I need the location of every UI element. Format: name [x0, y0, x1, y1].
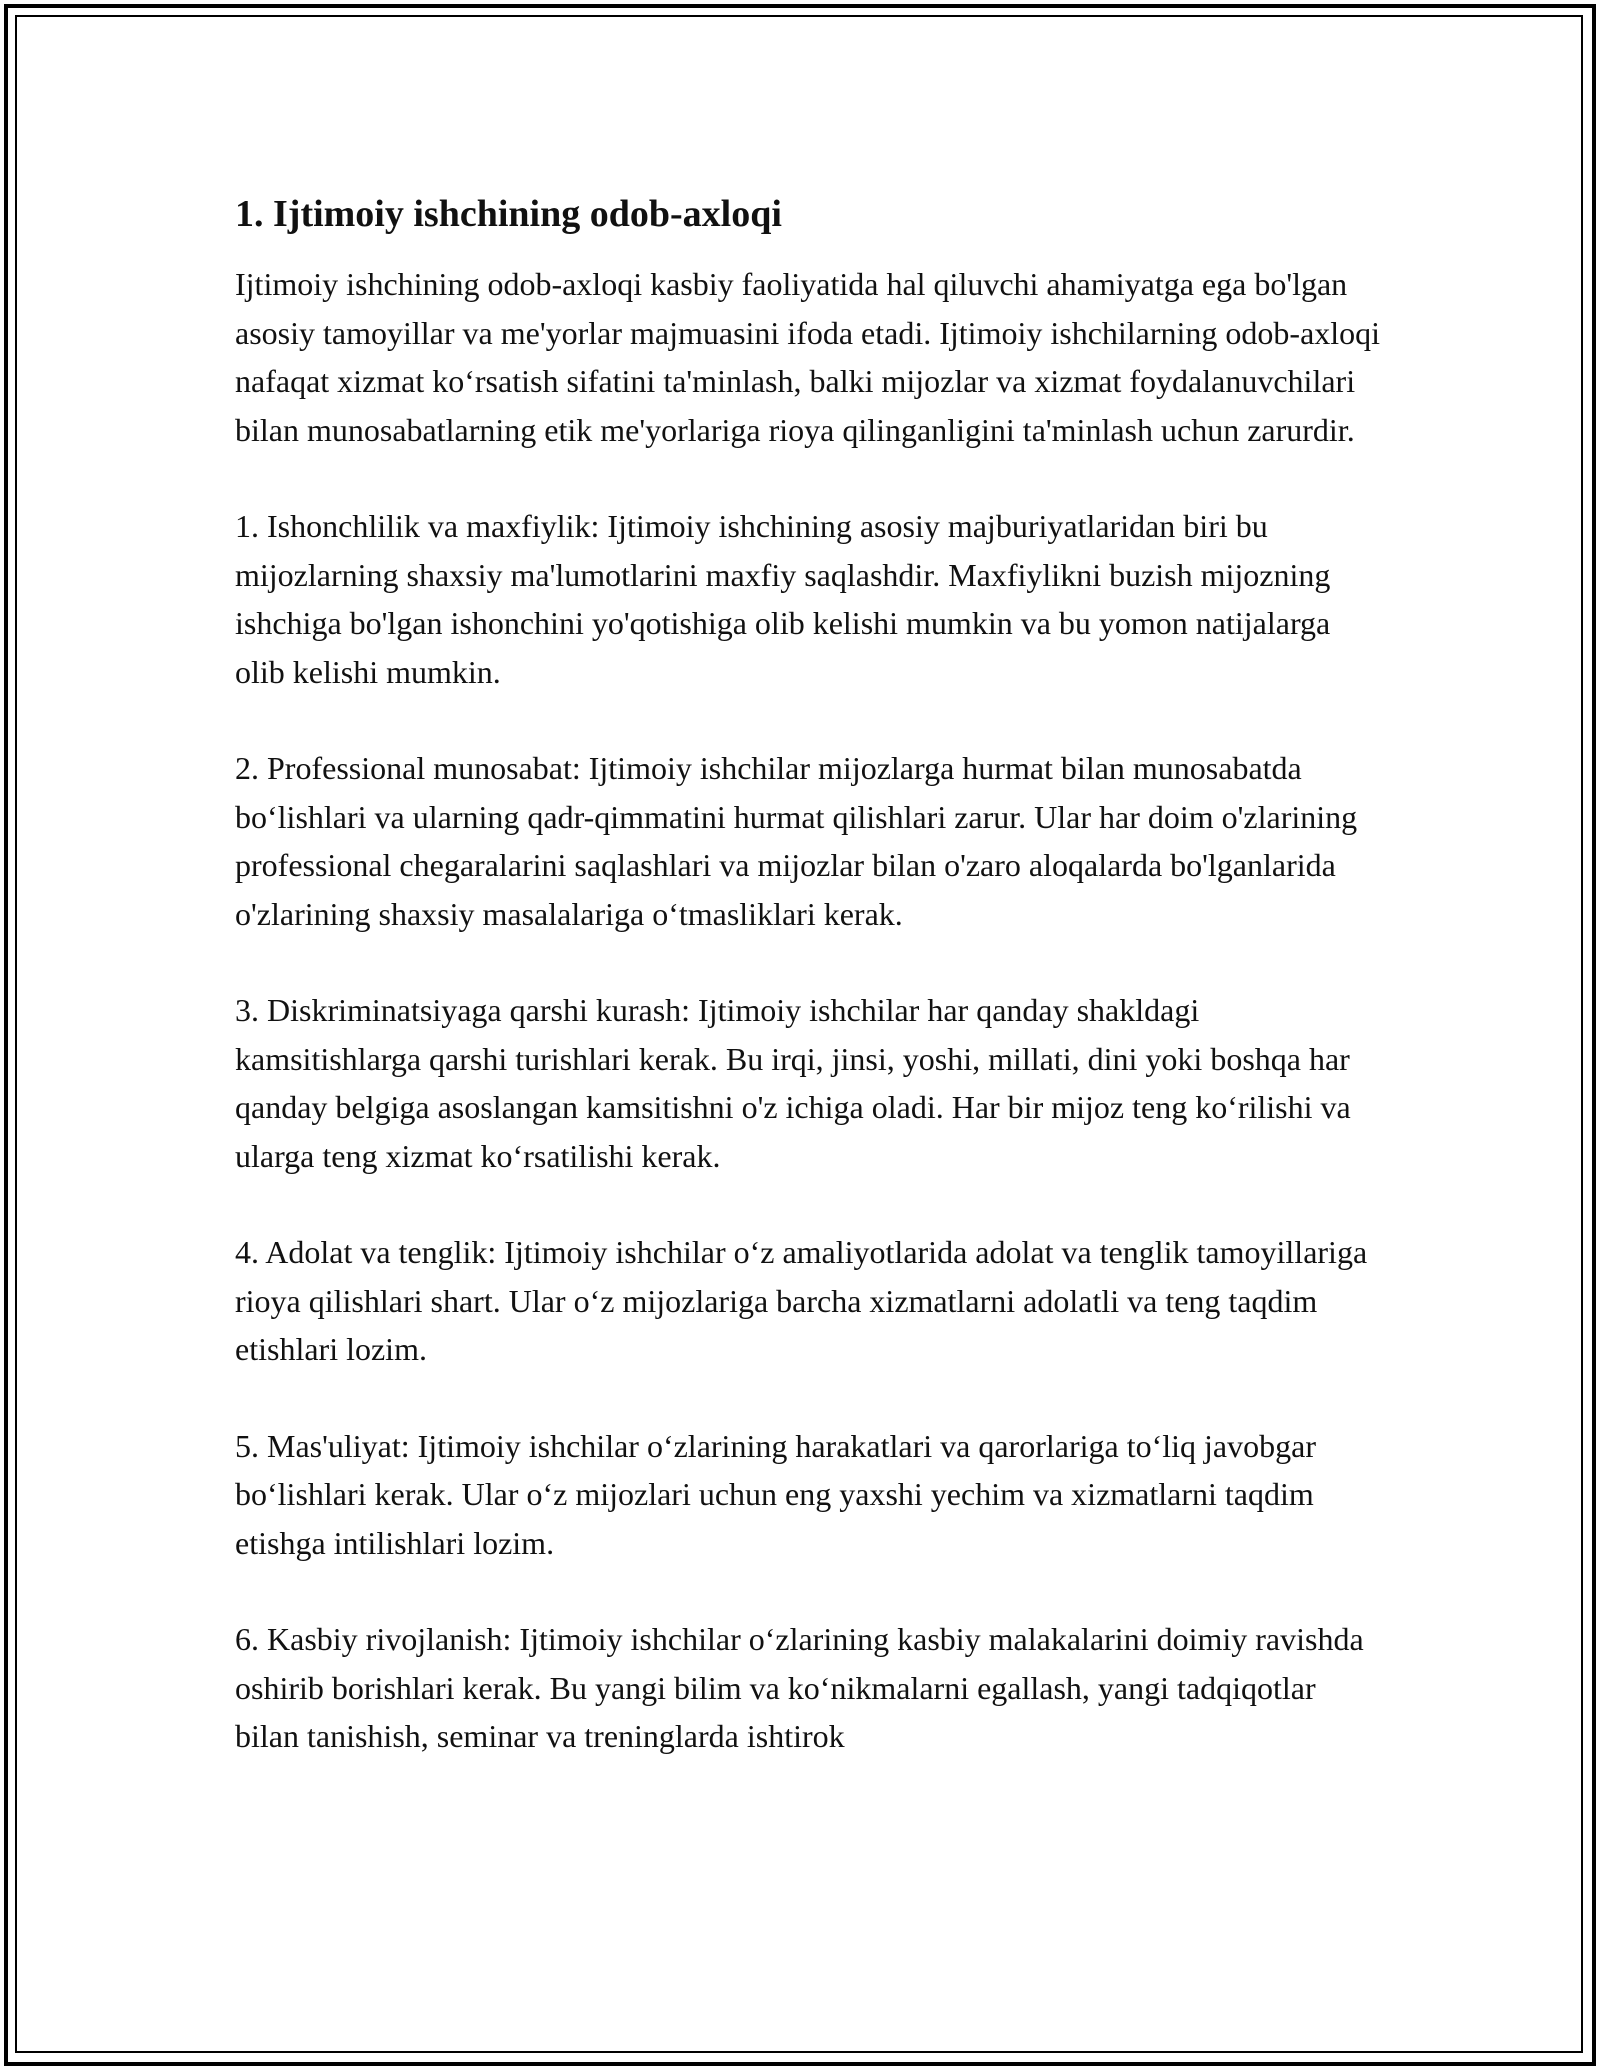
principle-responsibility: 5. Mas'uliyat: Ijtimoiy ishchilar o‘zlarining harakatlari va qarorlariga to‘liq javobgar bo‘lishlari kerak. Ular o‘z mijozlari uchun eng yaxshi yechim va xizmatlarni taqdim etishga intilishlari lozim. — [235, 1427, 1316, 1561]
principle-trust-confidentiality: 1. Ishonchlilik va maxfiylik: Ijtimoiy ishchining asosiy majburiyatlaridan biri bu mijozlarning shaxsiy ma'lumotlarini maxfiy saqlashdir. Maxfiylikni buzish mijozning ishchiga bo'lgan ishonchini yo'qotishiga olib kelishi mumkin va bu yomon natijalarga olib kelishi mumkin. — [235, 508, 1331, 690]
principle-professional-attitude: 2. Professional munosabat: Ijtimoiy ishchilar mijozlarga hurmat bilan munosabatda bo‘lishlari va ularning qadr-qimmatini hurmat qilishlari zarur. Ular har doim o'zlarining professional chegaralarini saqlashlari va mijozlar bilan o'zaro aloqalarda bo'lganlarida o'zlarining shaxsiy masalalariga o‘tmasliklari kerak. — [235, 750, 1358, 932]
section-title: 1. Ijtimoiy ishchining odob-axloqi — [235, 193, 782, 235]
principle-justice-equality: 4. Adolat va tenglik: Ijtimoiy ishchilar o‘z amaliyotlarida adolat va tenglik tamoyillariga rioya qilishlari shart. Ular o‘z mijozlariga barcha xizmatlarni adolatli va teng taqdim etishlari lozim. — [235, 1234, 1368, 1367]
principle-professional-development: 6. Kasbiy rivojlanish: Ijtimoiy ishchilar o‘zlarining kasbiy malakalarini doimiy ravishda oshirib borishlari kerak. Bu yangi bilim va ko‘nikmalarni egallash, yangi tadqiqotlar bilan tanishish, seminar va treninglarda ishtirok — [235, 1621, 1364, 1754]
principle-anti-discrimination: 3. Diskriminatsiyaga qarshi kurash: Ijtimoiy ishchilar har qanday shakldagi kamsitishlarga qarshi turishlari kerak. Bu irqi, jinsi, yoshi, millati, dini yoki boshqa har qanday belgiga asoslangan kamsitishni o'z ichiga oladi. Har bir mijoz teng ko‘rilishi va ularga teng xizmat ko‘rsatilishi kerak. — [235, 992, 1351, 1174]
document-body — [235, 186, 1385, 1809]
intro-paragraph: Ijtimoiy ishchining odob-axloqi kasbiy faoliyatida hal qiluvchi ahamiyatga ega bo'lgan asosiy tamoyillar va me'yorlar majmuasini ifoda etadi. Ijtimoiy ishchilarning odob-axloqi nafaqat xizmat ko‘rsatish sifatini ta'minlash, balki mijozlar va xizmat foydalanuvchilari bilan munosabatlarning etik me'yorlariga rioya qilinganligini ta'minlash uchun zarurdir. — [235, 266, 1381, 448]
